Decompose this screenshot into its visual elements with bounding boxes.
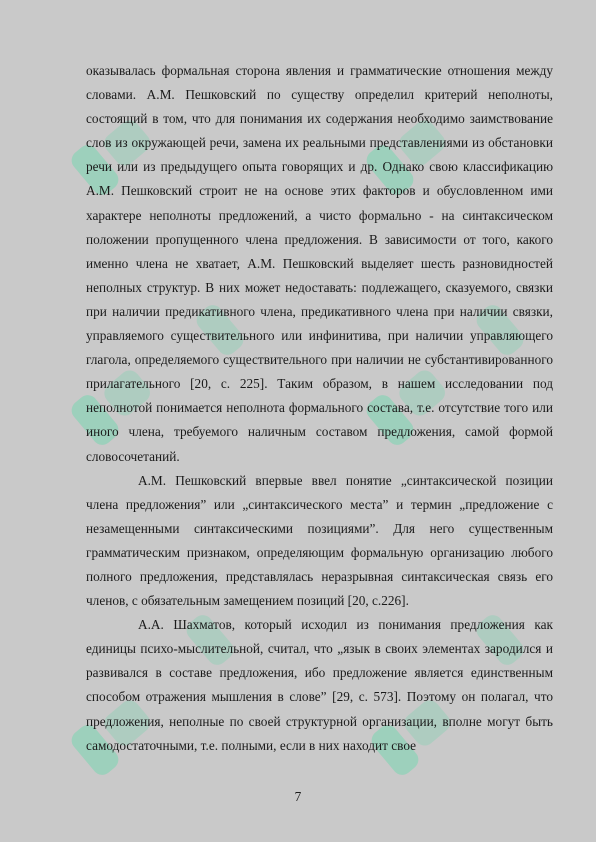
paragraph-1: оказывалась формальная сторона явления и грамматические отношения между словами. А.М. Пешковский по существу определил критерий неполноты, состоящий в том, что для понимания их содержания необходимо заимствование слов из окружающей речи, замена их реальными представлениями из обстановки речи или из предыдущего опыта говорящих и др. Однако свою классификацию А.М. Пешковский строит не на основе этих факторов и обусловленном ими характере неполноты предложений, а чисто формально - на синтаксическом положении пропущенного члена предложения. В зависимости от того, какого именно члена не хватает, А.М. Пешковский выделяет шесть разновидностей неполных структур. В них может недоставать: подлежащего, сказуемого, связки при наличии предикативного члена, предикативного члена при наличии связки, управляемого существительного или инфинитива, при наличии управляющего глагола, определяемого существительного при наличии не субстантивированного прилагательного [20, с. 225]. Таким образом, в нашем исследовании под неполнотой понимается неполнота формального состава, т.е. отсутствие того или иного члена, требуемого наличным составом предложения, самой формой словосочетаний. xyxy=(86,63,553,464)
document-body xyxy=(86,59,553,758)
paragraph-3: А.А. Шахматов, который исходил из понимания предложения как единицы психо-мыслительной, считал, что „язык в своих элементах зародился и развивался в составе предложения, ибо предложение является единственным способом отражения мышления в слове” [29, с. 573]. Поэтому он полагал, что предложения, неполные по своей структурной организации, вполне могут быть самодостаточными, т.е. полными, если в них находит свое xyxy=(86,617,553,753)
page-number: 7 xyxy=(294,789,302,804)
paragraph-2: А.М. Пешковский впервые ввел понятие „синтаксической позиции члена предложения” или „синтаксического места” и термин „предложение с незамещенными синтаксическими позициями”. Для него существенным грамматическим признаком, определяющим формальную организацию любого полного предложения, представлялась неразрывная синтаксическая связь его членов, с обязательным замещением позиций [20, с.226]. xyxy=(86,472,553,609)
